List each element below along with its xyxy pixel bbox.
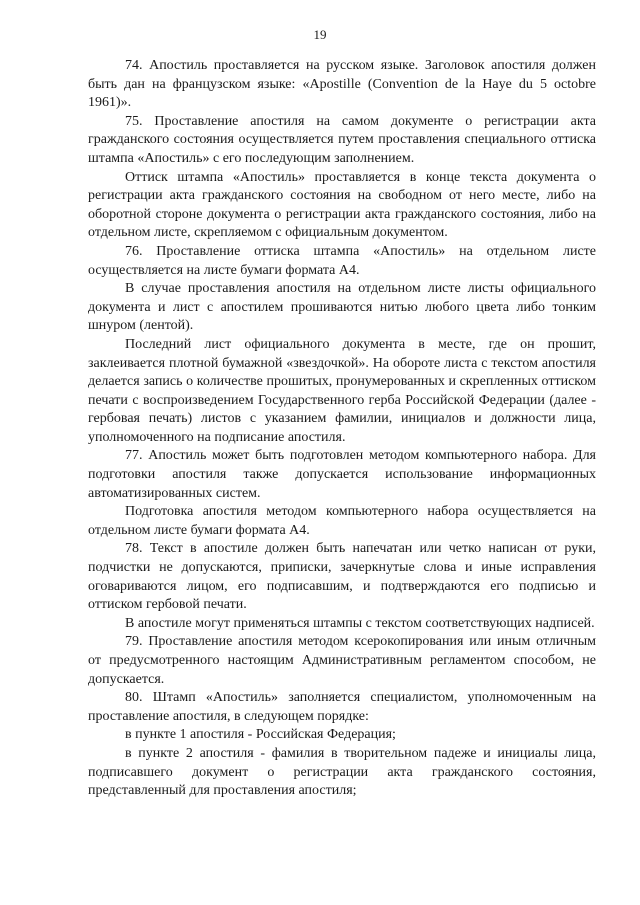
paragraph-78: 78. Текст в апостиле должен быть напечатан или четко написан от руки, подчистки не допускаются, приписки, зачеркнутые слова и иные исправления оговариваются лицом, его подписавшим, и подтверждаются его подписью и оттиском гербовой печати. — [88, 541, 596, 613]
paragraph-stamps-allowed: В апостиле могут применяться штампы с текстом соответствующих надписей. — [125, 615, 595, 631]
list-item-point-1: в пункте 1 апостиля - Российская Федерация; — [125, 727, 396, 743]
paragraph-last-sheet: Последний лист официального документа в месте, где он прошит, заклеивается плотной бумажной «звездочкой». На обороте листа с текстом апостиля делается запись о количестве прошитых, пронумерованных и скрепленных оттиском печати с воспроизведением Государственного герба Российской Федерации (далее - гербовая печать) листов с указанием фамилии, инициалов и должности лица, уполномоченного на подписание апостиля. — [88, 336, 596, 445]
paragraph-computer-typing: Подготовка апостиля методом компьютерного набора осуществляется на отдельном листе бумаги формата А4. — [88, 504, 596, 538]
paragraph-stamp-placement: Оттиск штампа «Апостиль» проставляется в конце текста документа о регистрации акта гражданского состояния на свободном от него месте, либо на оборотной стороне документа о регистрации акта гражданского состояния, либо на отдельном листе, скрепляемом с официальным документом. — [88, 169, 596, 241]
page-number: 19 — [313, 27, 327, 42]
paragraph-75: 75. Проставление апостиля на самом документе о регистрации акта гражданского состояния осуществляется путем проставления специального оттиска штампа «Апостиль» с его последующим заполнением. — [88, 113, 596, 166]
paragraph-76: 76. Проставление оттиска штампа «Апостиль» на отдельном листе осуществляется на листе бумаги формата А4. — [88, 243, 596, 278]
paragraph-separate-sheet: В случае проставления апостиля на отдельном листе листы официального документа и лист с апостилем прошиваются нитью любого цвета либо тонким шнуром (лентой). — [88, 281, 596, 334]
list-item-point-2: в пункте 2 апостиля - фамилия в творительном падеже и инициалы лица, подписавшего документ о регистрации акта гражданского состояния, представленный для проставления апостиля; — [88, 745, 596, 799]
paragraph-79: 79. Проставление апостиля методом ксерокопирования или иным отличным от предусмотренного настоящим Административным регламентом способом, не допускается. — [88, 634, 596, 687]
paragraph-77: 77. Апостиль может быть подготовлен методом компьютерного набора. Для подготовки апостиля также допускается использование информационных автоматизированных систем. — [88, 448, 596, 501]
paragraph-80: 80. Штамп «Апостиль» заполняется специалистом, уполномоченным на проставление апостиля, в следующем порядке: — [88, 690, 596, 724]
paragraph-74: 74. Апостиль проставляется на русском языке. Заголовок апостиля должен быть дан на французском языке: «Apostille (Convention de la Haye du 5 octobre 1961)». — [88, 58, 596, 111]
document-body — [88, 57, 596, 801]
